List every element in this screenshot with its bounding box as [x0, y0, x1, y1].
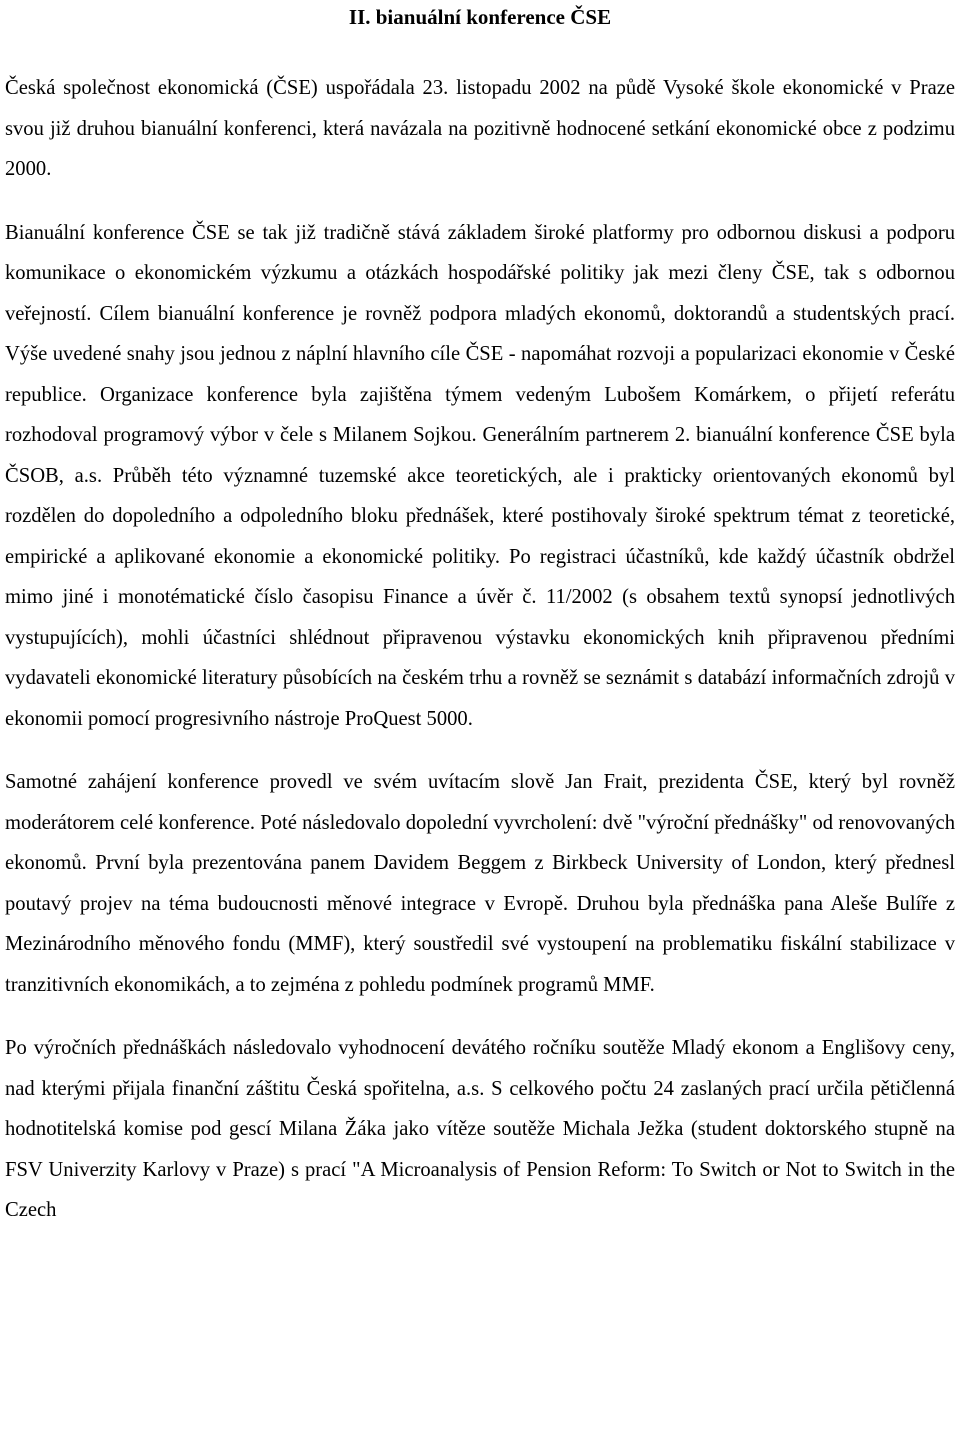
paragraph-opening-lectures: Samotné zahájení konference provedl ve svém uvítacím slově Jan Frait, prezidenta ČSE, který byl rovněž moderátorem celé konference. Poté následovalo dopolední vyvrcholení: dvě "výroční přednášky" od renovovaných ekonomů. První byla prezentována panem Davidem Beggem z Birkbeck University of London, který přednesl poutavý projev na téma budoucnosti měnové integrace v Evropě. Druhou byla přednáška pana Aleše Bulíře z Mezinárodního měnového fondu (MMF), který soustředil své vystoupení na problematiku fiskální stabilizace v tranzitivních ekonomikách, a to zejména z pohledu podmínek programů MMF.	[5, 771, 955, 996]
paragraph-young-economist-award: Po výročních přednáškách následovalo vyhodnocení devátého ročníku soutěže Mladý ekonom a Englišovy ceny, nad kterými přijala finanční záštitu Česká spořitelna, a.s. S celkového počtu 24 zaslaných prací určila pětičlenná hodnotitelská komise pod gescí Milana Žáka jako vítěze soutěže Michala Ježka (student doktorského stupně na FSV Univerzity Karlovy v Praze) s prací "A Microanalysis of Pension Reform: To Switch or Not to Switch in the Czech	[5, 1037, 955, 1221]
paragraph-intro: Česká společnost ekonomická (ČSE) uspořádala 23. listopadu 2002 na půdě Vysoké škole ekonomické v Praze svou již druhou bianuální konferenci, která navázala na pozitivně hodnocené setkání ekonomické obce z podzimu 2000.	[5, 77, 955, 180]
paragraph-conference-goals: Bianuální konference ČSE se tak již tradičně stává základem široké platformy pro odbornou diskusi a podporu komunikace o ekonomickém výzkumu a otázkách hospodářské politiky jak mezi členy ČSE, tak s odbornou veřejností. Cílem bianuální konference je rovněž podpora mladých ekonomů, doktorandů a studentských prací. Výše uvedené snahy jsou jednou z náplní hlavního cíle ČSE - napomáhat rozvoji a popularizaci ekonomie v České republice. Organizace konference byla zajištěna týmem vedeným Lubošem Komárkem, o přijetí referátu rozhodoval programový výbor v čele s Milanem Sojkou. Generálním partnerem 2. bianuální konference ČSE byla ČSOB, a.s. Průběh této významné tuzemské akce teoretických, ale i prakticky orientovaných ekonomů byl rozdělen do dopoledního a odpoledního bloku přednášek, které postihovaly široké spektrum témat z teoretické, empirické a aplikované ekonomie a ekonomické politiky. Po registraci účastníků, kde každý účastník obdržel mimo jiné i monotématické číslo časopisu Finance a úvěr č. 11/2002 (s obsahem textů synopsí jednotlivých vystupujících), mohli účastníci shlédnout připravenou výstavku ekonomických knih připravenou předními vydavateli ekonomické literatury působících na českém trhu a rovněž se seznámit s databází informačních zdrojů v ekonomii pomocí progresivního nástroje ProQuest 5000.	[5, 221, 955, 730]
document-page	[5, 0, 955, 1231]
document-title: II. bianuální konference ČSE	[348, 5, 612, 29]
